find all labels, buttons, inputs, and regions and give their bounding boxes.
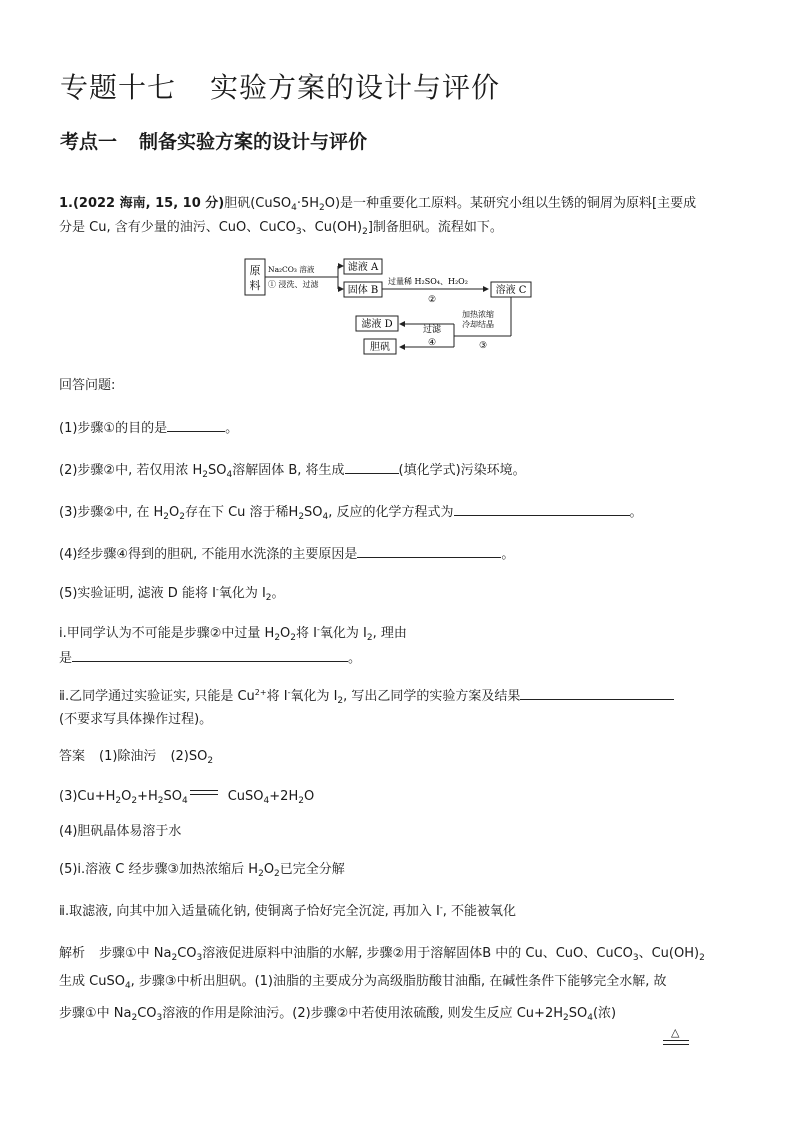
analysis-line-1: 解析 步骤①中 $Na_2CO_3$溶液促进原料中油脂的水解, 步骤②用于溶解固体B 中的 Cu、CuO、CuCO$_3$、$Cu(OH)_2$ [59,946,705,963]
sub-question-5i: ⅰ.甲同学认为不可能是步骤②中过量 $H_2O_2$将 I-氧化为 $I_2$, 理由 [59,625,407,643]
filtrate-a-box [344,259,382,274]
sub-question-3: (3)步骤②中, 在 $H_2O_2$存在下 Cu 溶于稀$H_2SO_4$, 反应的化学方程式为 。 [59,502,643,523]
step4-label: 过滤 [422,325,442,335]
reaction-equals-sign [663,1040,689,1045]
step1-reagent-label: Na₂CO₃ 溶液 [268,265,315,274]
sub-question-5ii-line-2: (不要求写具体操作过程)。 [59,712,213,727]
step3-label-1: 加热浓缩 [462,310,494,319]
answer-blank [72,648,348,662]
answer-blank [167,418,225,432]
sub-question-5: (5)实验证明, 滤液 D 能将 I-氧化为 $I_2$。 [59,585,285,603]
answer-blank [454,502,630,516]
step1-operation-label: ① 浸洗、过滤 [268,280,319,289]
answer-prompt: 回答问题: [59,378,116,393]
svg-text:滤液 D: 滤液 D [361,319,393,330]
answer-line-1: 答案 (1)除油污 $(2)SO_2$ [59,749,214,766]
sub-question-5ii: ⅱ.乙同学通过实验证实, 只能是 $Cu^{2+}$将 I-氧化为 $I_2$, 写出乙同学的实验方案及结果 [59,686,674,707]
answer-line-5ii: ⅱ.取滤液, 向其中加入适量硫化钠, 使铜离子恰好完全沉淀, 再加入 I-, 不能被氧化 [59,903,516,919]
equals-sign [190,790,218,795]
question-1-line-1: 1.(2022 海南, 15, 10 分)胆矾$(CuSO_4\cdot 5H_2O)$是一种重要化工原料。某研究小组以生锈的铜屑为原料[主要成 [59,196,697,213]
step2-reagent-label: 过量稀 H₂SO₄、H₂O₂ [388,277,468,286]
sub-question-5i-line-2: 是 。 [59,648,361,669]
solution-c-box [491,282,531,297]
section-heading: 考点一 制备实验方案的设计与评价 [60,131,368,153]
filtrate-d-box [356,316,398,331]
analysis-line-3: 步骤①中 $Na_2CO_3$溶液的作用是除油污。(2)步骤②中若使用浓硫酸, 则发生反应 $Cu+2H_2SO_4$(浓) [59,1006,617,1023]
svg-text:滤液 A: 滤液 A [347,262,379,273]
answer-line-3: $(3)Cu+H_2O_2+H_2SO_4$ $CuSO_4+2H_2O$ [59,789,315,806]
step2-number: ② [427,295,437,305]
step4-number: ④ [427,338,437,348]
sub-question-4: (4)经步骤④得到的胆矾, 不能用水洗涤的主要原因是 。 [59,544,514,565]
answer-line-4: (4)胆矾晶体易溶于水 [59,824,182,839]
heat-triangle-symbol: △ [671,1026,680,1039]
question-1-line-2: 分是 Cu, 含有少量的油污、CuO、CuCO$_3$、$Cu(OH)_2$]制备胆矾。流程如下。 [59,220,503,237]
page-title: 专题十七 实验方案的设计与评价 [60,71,501,104]
svg-text:胆矾: 胆矾 [370,342,390,353]
raw-material-box [245,259,265,295]
answer-line-5i: (5)ⅰ.溶液 C 经步骤③加热浓缩后 $H_2O_2$已完全分解 [59,862,345,879]
product-box [364,339,396,354]
flow-diagram [240,252,540,360]
svg-text:原: 原 [249,264,261,277]
answer-blank [357,544,501,558]
svg-text:料: 料 [249,279,261,292]
sub-question-2: (2)步骤②中, 若仅用浓 $H_2SO_4$溶解固体 B, 将生成 (填化学式)污染环境。 [59,460,526,481]
answer-blank [345,460,399,474]
answer-blank [520,686,674,700]
analysis-line-2: 生成 CuSO$_4$, 步骤③中析出胆矾。(1)油脂的主要成分为高级脂肪酸甘油酯, 在碱性条件下能够完全水解, 故 [59,974,667,991]
svg-text:固体 B: 固体 B [347,285,379,296]
step3-number: ③ [478,341,488,351]
sub-question-1: (1)步骤①的目的是 。 [59,418,238,439]
step3-label-2: 冷却结晶 [462,320,494,329]
svg-text:溶液 C: 溶液 C [495,285,527,296]
solid-b-box [344,282,382,297]
